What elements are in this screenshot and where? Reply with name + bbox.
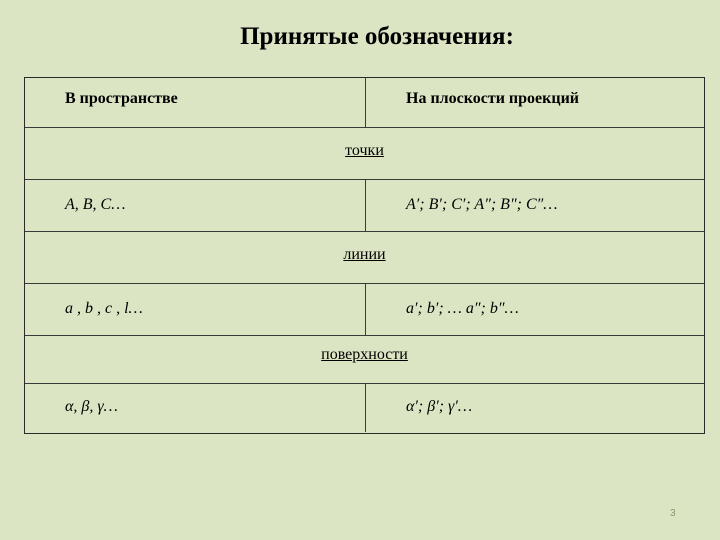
surfaces-space-text: α, β, γ…: [65, 398, 118, 415]
section-label-lines: линии: [343, 246, 386, 263]
cell-surfaces-space: [25, 384, 366, 432]
table-row-surfaces: [25, 384, 704, 432]
slide-title: Принятые обозначения:: [240, 23, 514, 50]
surfaces-plane-text: α′; β′; γ′…: [406, 398, 473, 415]
cell-lines-space: [25, 284, 366, 335]
header-label-space: В пространстве: [65, 90, 178, 107]
cell-points-space: [25, 180, 366, 231]
section-row-points: [25, 128, 704, 180]
section-row-surfaces: [25, 336, 704, 384]
lines-plane-text: a′; b′; … a″; b″…: [406, 300, 519, 317]
lines-space-text: a , b , c , l…: [65, 300, 143, 317]
points-plane-text: A′; B′; C′; A″; B″; C″…: [406, 196, 558, 213]
header-label-plane: На плоскости проекций: [406, 90, 580, 107]
section-row-lines: [25, 232, 704, 284]
table-row-lines: [25, 284, 704, 336]
points-space-text: A, B, C…: [65, 196, 126, 213]
table-row-points: [25, 180, 704, 232]
notation-table: [24, 77, 705, 434]
table-header-row: [25, 78, 704, 128]
header-cell-space: [25, 78, 366, 127]
section-label-points: точки: [345, 142, 384, 159]
section-label-surfaces: поверхности: [321, 346, 408, 363]
page-number: 3: [670, 508, 676, 519]
